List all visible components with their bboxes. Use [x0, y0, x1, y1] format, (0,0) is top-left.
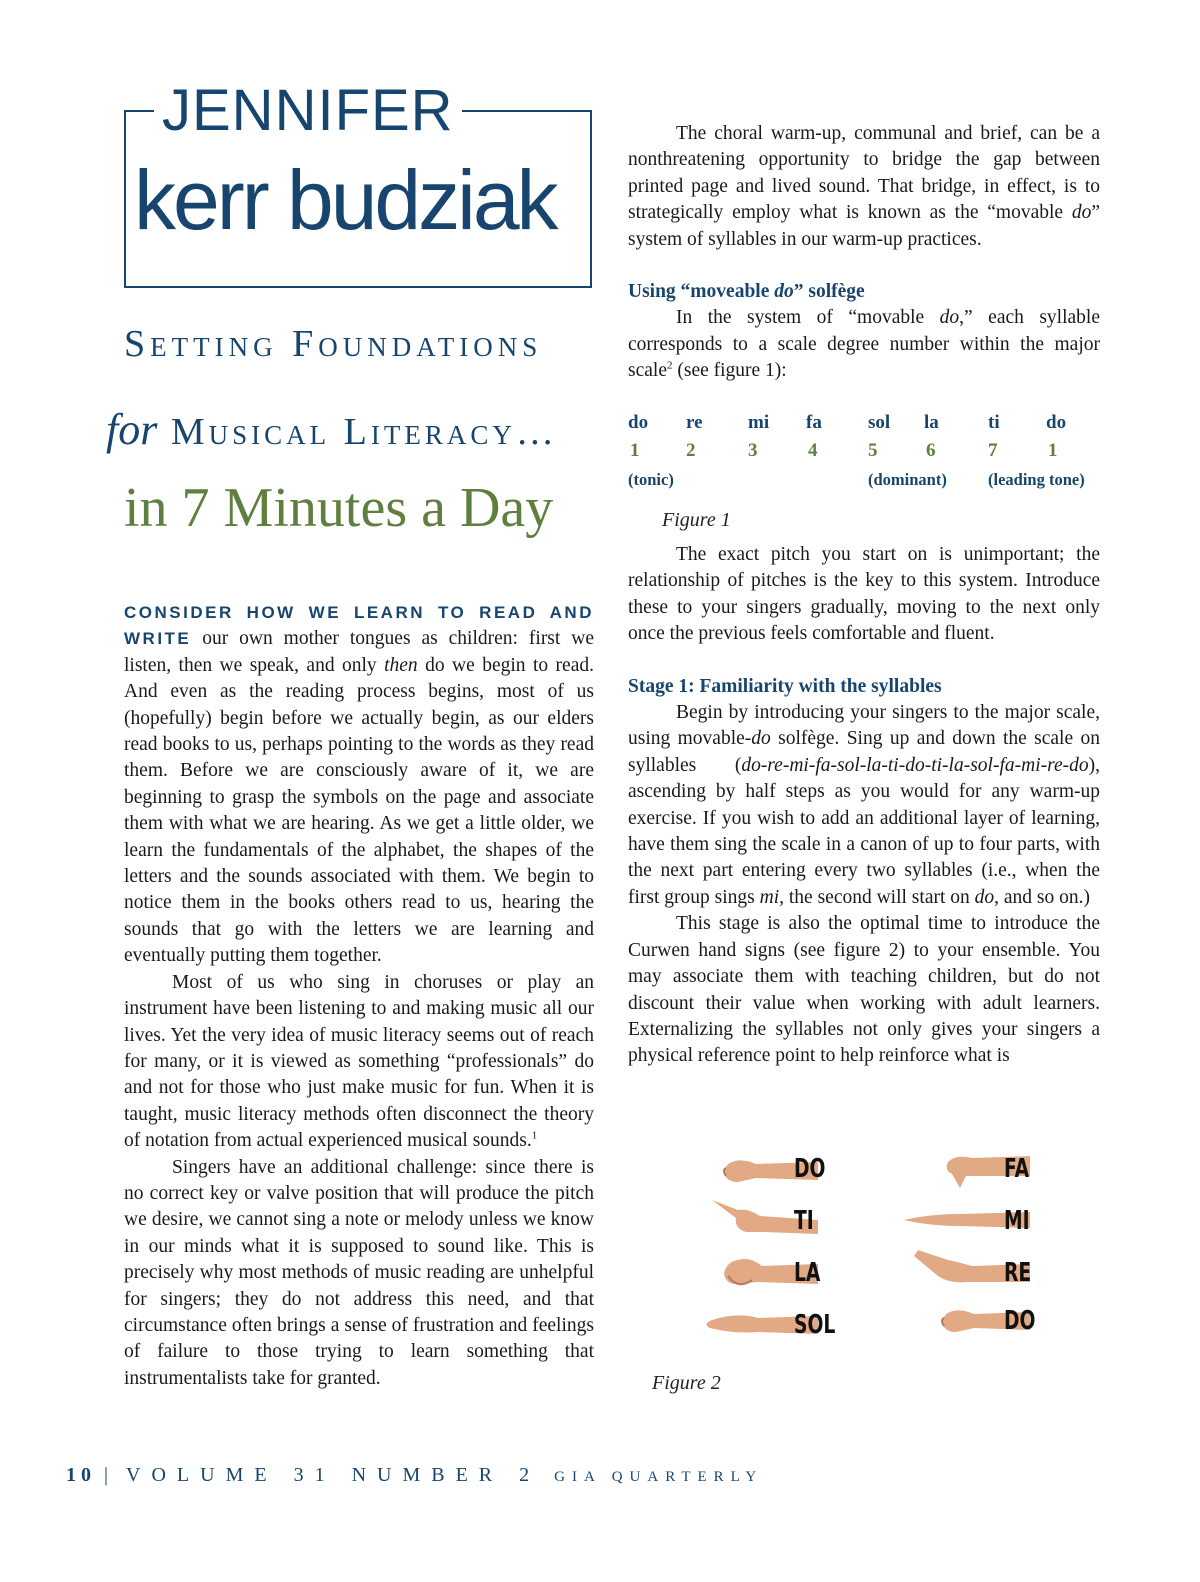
heading-1-text-a: Using “moveable: [628, 281, 775, 303]
lead-in: CONSIDER HOW WE LEARN TO READ AND WRITE: [124, 603, 594, 649]
scale-degree: 4: [808, 440, 818, 461]
hand-sign-label: DO: [794, 1154, 826, 1184]
stage-1-text-e: , and so on.): [994, 886, 1091, 908]
paragraph-2-text: Most of us who sing in choruses or play an instrument have been listening to and making music all our lives. Yet the very idea of music literacy seems out of reach for many, or it is viewed as something “professionals” do and not for those who just make music for fun. When it is taught, music literacy methods often disconnect the theory of notation from actual experienced musical sounds.: [124, 971, 594, 1152]
footer-separator: |: [104, 1464, 109, 1486]
scale-degree: 1: [630, 440, 640, 461]
stage-1-paragraph-2: This stage is also the optimal time to introduce the Curwen hand signs (see figure 2) to your ensemble. You may associate them with teaching children, but do not discount their value when working with adult learners. Externalizing the syllables not only gives your singers a physical reference point to help reinforce what is: [628, 913, 1100, 1067]
paragraph-2: [124, 970, 594, 1155]
stage-1-text-d: , the second will start on: [779, 886, 975, 908]
paragraph-1-text-b: do we begin to read. And even as the reading process begins, most of us (hopefully) begin before we actually begin, as our elders read books to us, perhaps pointing to the words as they read them. Before we are consciously aware of it, we are beginning to grasp the symbols on the page and associate them with what we are hearing. As we get a little older, we learn the fundamentals of the alphabet, the shapes of the letters and the sounds associated with them. We begin to notice them in the books others read to us, hearing the sounds that go with the letters we are learning and eventually putting them together.: [124, 654, 594, 967]
title-line-2-text: Musical Literacy…: [170, 411, 558, 453]
stage-1-emphasis-2: do-re-mi-fa-sol-la-ti-do-ti-la-sol-fa-mi-re-do: [741, 754, 1089, 776]
solfege-paragraph: [628, 305, 1100, 384]
footnote-2: 2: [666, 359, 673, 372]
paragraph-1-emphasis: then: [384, 654, 418, 676]
scale-degree: 6: [926, 440, 936, 461]
stage-1-text-b: solfège. Sing up and down the scale on syllables (: [628, 728, 1100, 776]
heading-1-emphasis: do: [774, 281, 794, 303]
scale-degree: 1: [1048, 440, 1058, 461]
section-heading-1: [628, 279, 1100, 305]
hand-sign-label: MI: [1004, 1206, 1030, 1236]
title-for-word: for: [106, 405, 158, 454]
scale-degree: 3: [748, 440, 758, 461]
hand-sign-label: LA: [794, 1258, 821, 1288]
intro-text-b: ” system of syllables in our warm-up practices.: [628, 202, 1100, 250]
syllable: la: [924, 412, 939, 433]
page-footer: [66, 1464, 763, 1487]
syllable: ti: [988, 412, 1000, 433]
stage-1-emphasis-1: do: [751, 728, 771, 750]
footer-publication: GIA QUARTERLY: [554, 1469, 764, 1485]
intro-emphasis: do: [1071, 202, 1092, 224]
hand-sign-label: SOL: [794, 1310, 836, 1340]
pitch-paragraph: The exact pitch you start on is unimportant; the relationship of pitches is the key to this system. Introduce these to your singers gradually, moving to the next only once the previous feels comfortable and fluent.: [628, 544, 1100, 645]
left-column: [124, 600, 594, 1392]
hand-sign-label: FA: [1004, 1154, 1030, 1184]
section-heading-2: Stage 1: Familiarity with the syllables: [628, 675, 942, 697]
hand-sign-label: RE: [1004, 1258, 1032, 1288]
stage-1-text-a: Begin by introducing your singers to the major scale, using movable-: [628, 702, 1100, 750]
hand-sign-label: DO: [1004, 1306, 1036, 1336]
figure-1-caption: Figure 1: [662, 509, 731, 531]
figure-2-hand-signs: [668, 1136, 1068, 1356]
syllable: do: [1046, 412, 1067, 433]
paragraph-1: [124, 600, 594, 970]
intro-paragraph: [628, 121, 1100, 253]
title-line-3: in 7 Minutes a Day: [124, 477, 554, 539]
stage-1-paragraph: [628, 700, 1100, 911]
scale-degree: 7: [988, 440, 998, 461]
syllable: fa: [806, 412, 822, 433]
label-leading-tone: (leading tone): [988, 470, 1085, 489]
syllable: sol: [868, 412, 891, 433]
footnote-1: 1: [531, 1129, 538, 1142]
label-tonic: (tonic): [628, 470, 674, 489]
right-column-bottom: [628, 542, 1100, 1070]
intro-text-a: The choral warm-up, communal and brief, can be a nonthreatening opportunity to bridge the gap between printed page and lived sound. That bridge, in effect, is to strategically employ what is known as the “movable: [628, 123, 1100, 224]
label-dominant: (dominant): [868, 470, 947, 489]
right-column-top: [628, 121, 1100, 385]
page-number: 10: [66, 1464, 96, 1486]
hand-sign-label: TI: [794, 1206, 814, 1236]
solfege-text-c: (see figure 1):: [672, 360, 787, 382]
syllable: re: [686, 412, 703, 433]
author-first-name: JENNIFER: [154, 78, 462, 144]
title-line-1: Setting Foundations: [124, 323, 543, 365]
solfege-text-a: In the system of “movable: [676, 307, 940, 329]
stage-1-text-c: ), ascending by half steps as you would for any warm-up exercise. If you wish to add an additional layer of learning, have them sing the scale in a canon of up to four parts, with the next part entering every two syllables (i.e., when the first group sings: [628, 754, 1100, 908]
paragraph-1-text-a: our own mother tongues as children: first we listen, then we speak, and only: [124, 628, 594, 676]
paragraph-3: Singers have an additional challenge: since there is no correct key or valve position that will produce the pitch we desire, we cannot sing a note or melody unless we know in our minds what it is supposed to sound like. This is precisely why most methods of music reading are unhelpful for singers; they do not address this need, and that circumstance often brings a sense of frustration and feelings of failure to those trying to learn something that instrumentalists take for granted.: [124, 1156, 594, 1389]
scale-degree: 5: [868, 440, 878, 461]
scale-degree: 2: [686, 440, 696, 461]
solfege-emphasis: do: [939, 307, 960, 329]
title-line-2: [106, 404, 558, 455]
author-last-name: kerr budziak: [134, 153, 556, 247]
stage-1-emphasis-3: mi: [759, 886, 780, 908]
solfege-text-b: ,” each syllable corresponds to a scale degree number within the major scale: [628, 307, 1100, 382]
syllable: do: [628, 412, 649, 433]
syllable: mi: [748, 412, 770, 433]
footer-volume: VOLUME 31 NUMBER 2: [126, 1464, 541, 1486]
heading-1-text-b: ” solfège: [793, 281, 865, 303]
figure-2-caption: Figure 2: [652, 1372, 721, 1394]
stage-1-emphasis-4: do: [974, 886, 995, 908]
